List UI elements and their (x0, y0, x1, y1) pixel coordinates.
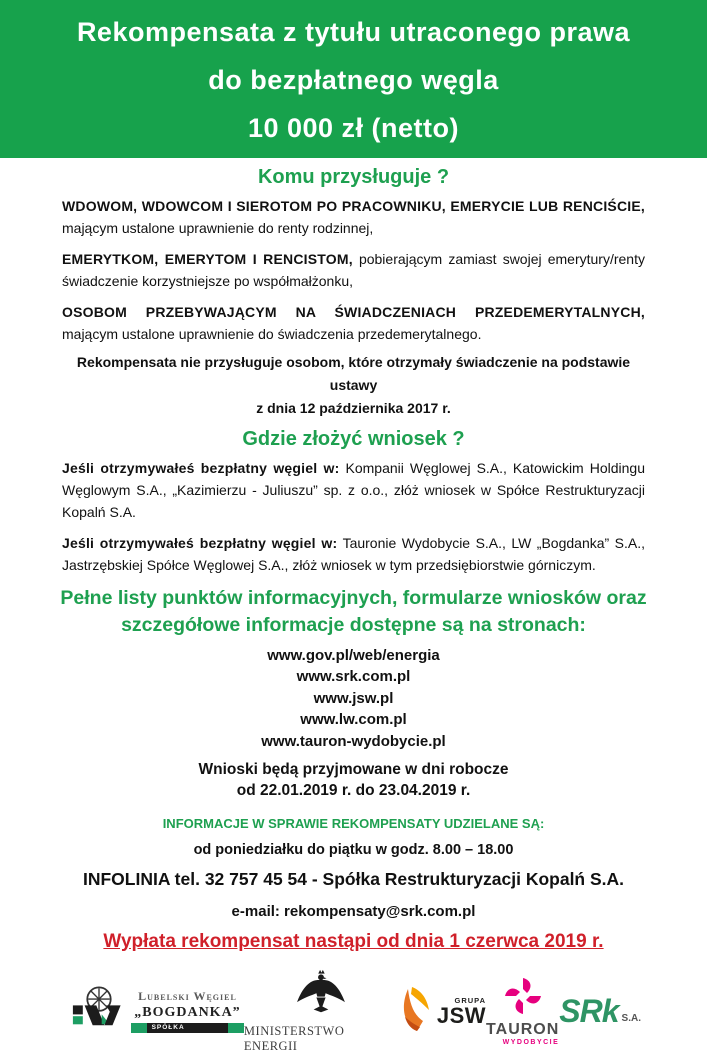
section-heading-where: Gdzie złożyć wniosek ? (242, 428, 465, 450)
poster-title-line: do bezpłatnego węgla (208, 65, 499, 95)
application-bold-text: Jeśli otrzymywałeś bezpłatny węgiel w: (62, 460, 340, 476)
eligibility-bold-text: WDOWOM, WDOWCOM I SIEROTOM PO PRACOWNIKU, EMERYCIE LUB RENCIŚCIE, (62, 198, 645, 214)
tauron-name-label: TAURON (486, 1021, 560, 1039)
bogdanka-mine-icon (72, 985, 126, 1038)
eligibility-bold-text: EMERYTKOM, EMERYTOM I RENCISTOM, (62, 251, 353, 267)
website-link: www.gov.pl/web/energia (267, 647, 440, 664)
ministry-of-energy-logo (244, 969, 399, 1054)
poster-title-line: 10 000 zł (netto) (247, 113, 460, 143)
website-list (0, 645, 707, 752)
payout-notice: Wypłata rekompensat nastąpi od dnia 1 czerwca 2019 r. (103, 931, 604, 953)
contact-email: e-mail: rekompensaty@srk.com.pl (231, 903, 476, 921)
application-schedule-line: Wnioski będą przyjmowane w dni robocze (198, 761, 509, 779)
eligibility-paragraph (62, 301, 645, 345)
application-paragraph (62, 532, 645, 576)
bogdanka-banner-label: SPÓŁKA AKCYJNA (147, 1023, 229, 1033)
tauron-sub-label: WYDOBYCIE (502, 1039, 560, 1047)
eligibility-rest-text: mającym ustalone uprawnienie do renty rodzinnej, (62, 220, 374, 236)
bogdanka-banner (131, 1023, 244, 1042)
application-schedule-line: od 22.01.2019 r. do 23.04.2019 r. (236, 782, 471, 800)
application-rest-text: Tauronie Wydobycie S.A., LW „Bogdanka” S.A., Jastrzębskiej Spółce Węglowej S.A., złóż wniosek w tym przedsiębiorstwie górniczym. (62, 535, 646, 573)
jsw-name-label: JSW (436, 1002, 487, 1028)
srk-name-label: SRk (559, 993, 619, 1030)
website-link: www.jsw.pl (313, 689, 394, 707)
bogdanka-logo (72, 985, 244, 1042)
website-link: www.lw.com.pl (300, 711, 407, 729)
jsw-flame-icon (399, 983, 435, 1040)
resources-heading-line: szczegółowe informacje dostępne są na stronach: (121, 614, 586, 636)
website-link: www.srk.com.pl (296, 668, 411, 686)
jsw-group-label: GRUPA (454, 995, 487, 1005)
website-link: www.tauron-wydobycie.pl (261, 732, 446, 750)
resources-heading-line: Pełne listy punktów informacyjnych, formularze wniosków oraz (60, 587, 647, 609)
info-availability-heading: INFORMACJE W SPRAWIE REKOMPENSATY UDZIELANE SĄ: (162, 816, 545, 832)
exclusion-note (55, 351, 652, 420)
tauron-pinwheel-icon (503, 976, 543, 1021)
resources-heading (0, 585, 707, 639)
poster-title-line: Rekompensata z tytułu utraconego prawa (76, 17, 631, 47)
eligibility-paragraph (62, 195, 645, 239)
application-rest-text: Kompanii Węglowej S.A., Katowickim Holdingu Węglowym S.A., „Kazimierzu - Juliuszu” sp. z o.o., złóż wniosek w Spółce Restrukturyzacji Kopalń S.A. (62, 460, 645, 520)
bogdanka-name-main: „BOGDANKA” (134, 1005, 241, 1021)
application-bold-text: Jeśli otrzymywałeś bezpłatny węgiel w: (62, 535, 338, 551)
exclusion-note-line: z dnia 12 października 2017 r. (256, 400, 451, 416)
exclusion-note-line: Rekompensata nie przysługuje osobom, które otrzymały świadczenie na podstawie ustawy (76, 354, 631, 393)
tauron-logo (486, 976, 559, 1046)
polish-eagle-icon (293, 969, 349, 1020)
partner-logos-row (0, 965, 707, 1057)
infoline-phone: INFOLINIA tel. 32 757 45 54 - Spółka Restrukturyzacji Kopalń S.A. (82, 869, 625, 890)
poster-header (0, 0, 707, 158)
ministry-label: MINISTERSTWO ENERGII (243, 1023, 345, 1053)
bogdanka-name-top: Lubelski Węgiel (138, 989, 237, 1004)
eligibility-rest-text: pobierającym zamiast swojej emerytury/renty świadczenie korzystniejsze po współmałżonku, (62, 251, 645, 289)
application-schedule (0, 759, 707, 801)
srk-sa-label: S.A. (621, 1013, 641, 1025)
eligibility-bold-text: OSOBOM PRZEBYWAJĄCYM NA ŚWIADCZENIACH PRZEDEMERYTALNYCH, (62, 304, 645, 320)
info-hours: od poniedziałku do piątku w godz. 8.00 – 18.00 (193, 842, 514, 859)
application-paragraph (62, 457, 645, 523)
eligibility-rest-text: mającym ustalone uprawnienie do świadczenia przedemerytalnego. (62, 326, 482, 342)
srk-logo (559, 993, 641, 1030)
eligibility-paragraph (62, 248, 645, 292)
section-heading-who: Komu przysługuje ? (257, 166, 450, 188)
jsw-logo (399, 983, 486, 1040)
